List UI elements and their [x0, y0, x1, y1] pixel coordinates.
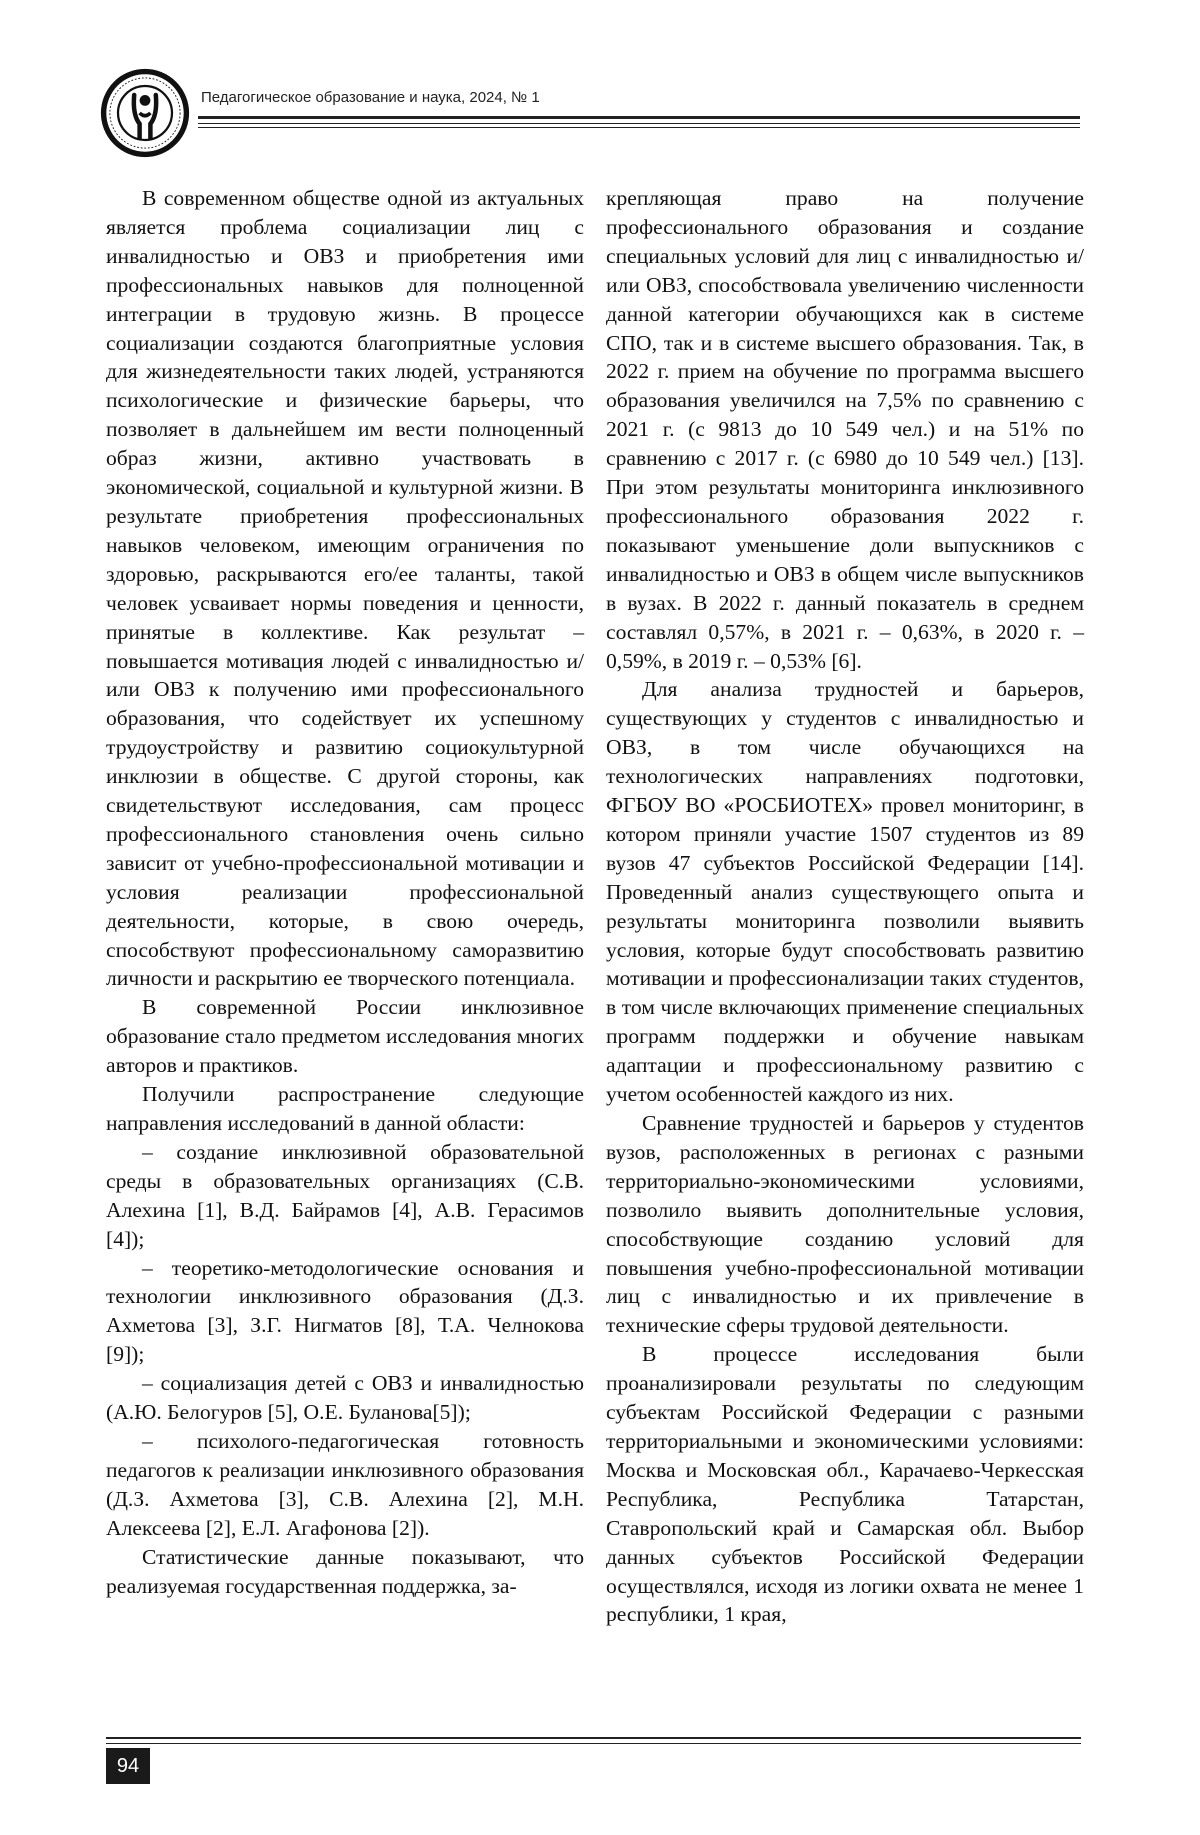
- journal-title: Педагогическое образование и наука, 2024, № 1: [201, 89, 540, 106]
- paragraph: В современном обществе одной из актуальных является проблема социализации лиц с инвалидностью и ОВЗ и приобретения ими профессиональных навыков для полноценной интеграции в трудовую жизнь. В процессе социализации создаются благоприятные условия для жизнедеятельности таких людей, устраняются психологические и физические барьеры, что позволяет в дальнейшем им вести полноценный образ жизни, активно участвовать в экономической, социальной и культурной жизни. В результате приобретения профессиональных навыков человеком, имеющим ограничения по здоровью, раскрываются его/ее таланты, такой человек усваивает нормы поведения и ценности, принятые в коллективе. Как результат – повышается мотивация людей с инвалидностью и/или ОВЗ к получению ими профессионального образования, что содействует их успешному трудоустройству и развитию социокультурной инклюзии в обществе. С другой стороны, как свидетельствуют исследования, сам процесс профессионального становления очень сильно зависит от учебно-профессиональной мотивации и условия реализации профессиональной деятельности, которые, в свою очередь, способствуют профессиональному саморазвитию личности и раскрытию ее творческого потенциала.: [106, 186, 584, 991]
- paragraph: Для анализа трудностей и барьеров, существующих у студентов с инвалидностью и ОВЗ, в том числе обучающихся на технологических направлениях подготовки, ФГБОУ ВО «РОСБИОТЕХ» провел мониторинг, в котором приняли участие 1507 студентов из 89 вузов 47 субъектов Российской Федерации [14]. Проведенный анализ существующего опыта и результаты мониторинга позволили выявить условия, которые будут способствовать развитию мотивации и профессионализации таких студентов, в том числе включающих применение специальных программ поддержки и обучение навыкам адаптации и профессиональному развитию с учетом особенностей каждого из них.: [606, 677, 1084, 1107]
- list-item: – создание инклюзивной образовательной среды в образовательных организациях (С.В. Алехина [1], В.Д. Байрамов [4], А.В. Герасимов [4]);: [106, 1139, 584, 1251]
- header-rule: [198, 116, 1080, 119]
- paragraph: Получили распространение следующие направления исследований в данной области:: [106, 1082, 584, 1135]
- right-column: [606, 184, 1084, 1629]
- page-number: 94: [106, 1748, 150, 1784]
- list-item: – психолого-педагогическая готовность педагогов к реализации инклюзивного образования (Д.З. Ахметова [3], С.В. Алехина [2], М.Н. Алексеева [2], Е.Л. Агафонова [2]).: [106, 1428, 584, 1540]
- page-header: [100, 60, 1080, 160]
- paragraph: Сравнение трудностей и барьеров у студентов вузов, расположенных в регионах с разными территориально-экономическими условиями, позволило выявить дополнительные условия, способствующие созданию условий для повышения учебно-профессиональной мотивации лиц с инвалидностью и их привлечение в технические сферы трудовой деятельности.: [606, 1111, 1084, 1338]
- header-rule-thin: [198, 123, 1080, 124]
- header-rule-thin-2: [198, 127, 1080, 128]
- list-item: – социализация детей с ОВЗ и инвалидностью (А.Ю. Белогуров [5], О.Е. Буланова[5]);: [106, 1371, 584, 1425]
- paragraph: В процессе исследования были проанализировали результаты по следующим субъектам Российской Федерации с разными территориальными и экономическими условиями: Москва и Московская обл., Карачаево-Черкесская Республика, Республика Татарстан, Ставропольский край и Самарская обл. Выбор данных субъектов Российской Федерации осуществлялся, исходя из логики охвата не менее 1 республики, 1 края,: [606, 1342, 1084, 1627]
- paragraph-continuation: крепляющая право на получение профессионального образования и создание специальных условий для лиц с инвалидностью и/или ОВЗ, способствовала увеличению численности данной категории обучающихся как в системе СПО, так и в системе высшего образования. Так, в 2022 г. прием на обучение по программа высшего образования увеличился на 7,5% по сравнению с 2021 г. (с 9813 до 10 549 чел.) и на 51% по сравнению с 2017 г. (с 6980 до 10 549 чел.) [13]. При этом результаты мониторинга инклюзивного профессионального образования 2022 г. показывают уменьшение доли выпускников с инвалидностью и ОВЗ в общем числе выпускников в вузах. В 2022 г. данный показатель в среднем составлял 0,57%, в 2021 г. – 0,63%, в 2020 г. – 0,59%, в 2019 г. – 0,53% [6].: [606, 186, 1084, 673]
- footer-rule-thin: [106, 1743, 1081, 1744]
- paragraph: В современной России инклюзивное образование стало предметом исследования многих авторов и практиков.: [106, 995, 584, 1078]
- paragraph: Статистические данные показывают, что реализуемая государственная поддержка, за-: [106, 1544, 584, 1598]
- footer-rule: [106, 1737, 1081, 1739]
- journal-seal-icon: [100, 68, 190, 158]
- left-column: [106, 184, 584, 1600]
- list-item: – теоретико-методологические основания и технологии инклюзивного образования (Д.З. Ахметова [3], З.Г. Нигматов [8], Т.А. Челнокова [9]);: [106, 1255, 584, 1367]
